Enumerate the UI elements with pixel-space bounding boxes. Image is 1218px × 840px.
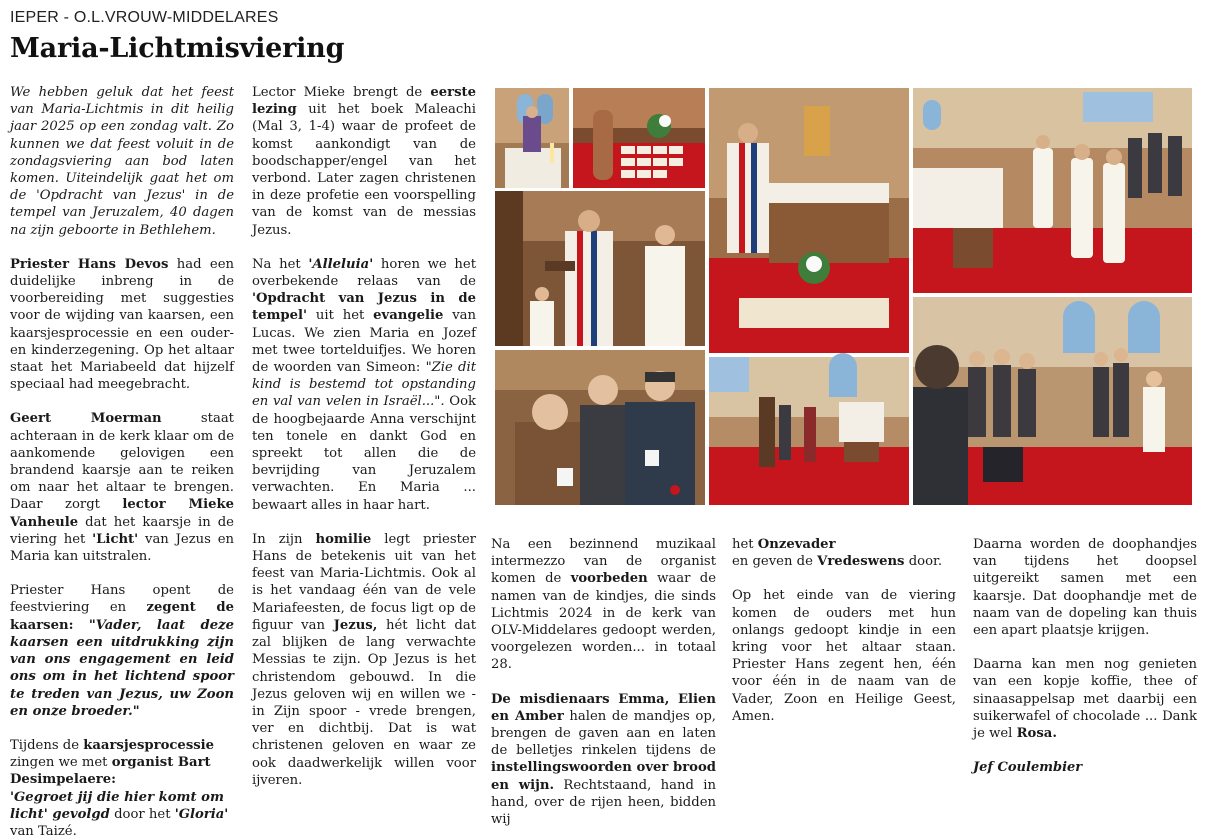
paragraph bbox=[973, 656, 1197, 742]
paragraph-text: Priester Hans opent de feestviering en bbox=[10, 583, 234, 616]
paragraph-text: van Jezus en Maria kan uitstralen. bbox=[10, 531, 234, 565]
emphasis: 'Licht' bbox=[92, 531, 139, 547]
quote: 'Gegroet jij die hier komt om licht' gevolgd bbox=[10, 789, 224, 822]
name-highlight: lector Mieke Vanheule bbox=[10, 497, 235, 530]
paragraph: Daarna worden de doophandjes van tijdens het doopsel uitgereikt samen met een kaarsje. Dat doophandje met de naam van de dopeling kan thuis een apart plaatsje krijgen. bbox=[973, 537, 1197, 639]
emphasis: zegent de kaarsen: bbox=[10, 600, 235, 633]
paragraph-text: van Lucas. We zien Maria en Jozef met twee tortelduifjes. We horen de woorden van Simeon: bbox=[252, 308, 476, 376]
paragraph-text: staat achteraan in de kerk klaar om de aankomende gelovigen een brandend kaarsje aan te reiken om naar het altaar te brengen. Daar zorgt bbox=[10, 411, 234, 513]
paragraph-text: het bbox=[732, 537, 758, 552]
name-highlight: De misdienaars Emma, Elien en Amber bbox=[491, 691, 716, 724]
quote: "Zie dit kind is bestemd tot opstanding en val van velen in Israël...". bbox=[252, 360, 477, 410]
article-column-5 bbox=[973, 536, 1197, 776]
paragraph bbox=[252, 84, 476, 239]
paragraph-text: uit het boek Maleachi (Mal 3, 1-4) waar de profeet de komst aankondigt van de boodschapper/engel van het verbond. Later zagen christenen in deze profetie een voorspelling van de komst van de messias Jezus. bbox=[252, 102, 476, 238]
paragraph-text: uit het bbox=[307, 308, 374, 324]
article-column-2 bbox=[252, 84, 476, 789]
photo-priest-at-altar bbox=[709, 88, 909, 353]
emphasis: instellingswoorden over brood en wijn. bbox=[491, 760, 716, 793]
paragraph-text: had een duidelijke inbreng in de voorbereiding met suggesties voor de wijding van kaarsen, een kaarsjesprocessie en een ouder- en kinderzegening. Op het altaar staat het Mariabeeld dat hijzelf speciaal had meegebracht. bbox=[10, 256, 234, 393]
name-highlight: Geert Moerman bbox=[10, 411, 162, 427]
emphasis: voorbeden bbox=[570, 571, 648, 587]
paragraph-text: Na een bezinnend muzikaal intermezzo van de organist komen de bbox=[491, 537, 716, 587]
author-signature: Jef Coulembier bbox=[973, 760, 1083, 776]
photo-parishioners-with-coffee bbox=[495, 350, 705, 505]
paragraph-text: door het bbox=[109, 806, 175, 822]
photo-candle-blessing bbox=[495, 88, 569, 188]
emphasis: evangelie bbox=[373, 308, 444, 324]
article-column-3 bbox=[491, 536, 716, 828]
name-highlight: organist Bart Desimpelaere: bbox=[10, 755, 211, 788]
paragraph bbox=[491, 691, 716, 829]
article-title: Maria-Lichtmisviering bbox=[10, 33, 345, 64]
paragraph-text: Rechtstaand, hand in hand, over de rijen heen, bidden wij bbox=[491, 777, 716, 828]
photo-altar-mary-statue bbox=[573, 88, 705, 188]
paragraph-text: zingen we met bbox=[10, 755, 112, 771]
paragraph bbox=[491, 536, 716, 674]
paragraph bbox=[10, 410, 234, 565]
emphasis: homilie bbox=[315, 531, 372, 547]
name-highlight: Priester Hans Devos bbox=[10, 256, 169, 272]
name-highlight: Rosa. bbox=[1016, 726, 1057, 742]
paragraph-text: Lector Mieke brengt de bbox=[252, 85, 431, 100]
paragraph bbox=[10, 256, 234, 394]
paragraph-text: Daarna kan men nog genieten van een kopje koffie, thee of sinaasappelsap met daarbij een suikerwafel of chocolade ... Dank je wel bbox=[973, 657, 1197, 742]
quote: 'Gloria' bbox=[174, 806, 229, 822]
paragraph-text: horen we het overbekende relaas van de bbox=[252, 256, 476, 290]
paragraph bbox=[10, 582, 234, 720]
paragraph-text: Na het bbox=[252, 256, 309, 272]
paragraph-text: In zijn bbox=[252, 531, 316, 547]
paragraph-text: legt priester Hans de betekenis uit van het feest van Maria-Lichtmis. Ook al is het vandaag één van de vele Mariafeesten, de focus ligt op de figuur van bbox=[252, 531, 476, 633]
photo-altar-servers bbox=[913, 88, 1192, 293]
paragraph-text: Tijdens de bbox=[10, 737, 84, 753]
paragraph-text: dat het kaarsje in de viering het bbox=[10, 514, 234, 547]
emphasis: Onzevader bbox=[757, 537, 836, 552]
paragraph bbox=[732, 536, 956, 570]
paragraph bbox=[252, 531, 476, 789]
intro-paragraph: We hebben geluk dat het feest van Maria-Lichtmis in dit heilig jaar 2025 op een zondag valt. Zo kunnen we dat feest voluit in de zondagsviering aan bod laten komen. Uiteindelijk gaat het om de 'Opdracht van Jezus' in de tempel van Jeruzalem, 40 dagen na zijn geboorte in Bethlehem. bbox=[10, 85, 234, 238]
paragraph bbox=[10, 737, 234, 840]
paragraph-text: van Taizé. bbox=[10, 823, 77, 839]
paragraph-text: door. bbox=[904, 554, 943, 570]
paragraph-text: en geven de bbox=[732, 554, 818, 570]
photo-priest-and-server-at-lectern bbox=[495, 191, 705, 346]
paragraph-text: waar de namen van de kindjes, die sinds Lichtmis 2024 in de kerk van OLV-Middelares gedoopt werden, voorgelezen worden... in totaal 28. bbox=[491, 571, 716, 673]
emphasis: 'Opdracht van Jezus in de tempel' bbox=[252, 291, 476, 324]
emphasis: eerste lezing bbox=[252, 85, 476, 118]
paragraph bbox=[252, 256, 476, 514]
paragraph: Op het einde van de viering komen de ouders met hun onlangs gedoopt kindje in een kring voor het altaar staan. Priester Hans zegent hen, één voor één in de naam van de Vader, Zoon en Heilige Geest, Amen. bbox=[732, 588, 956, 724]
section-kicker: IEPER - O.L.VROUW-MIDDELARES bbox=[10, 9, 279, 26]
article-column-1 bbox=[10, 84, 234, 840]
emphasis: Vredeswens bbox=[817, 554, 905, 570]
emphasis: kaarsjesprocessie bbox=[83, 737, 215, 753]
article-column-4 bbox=[732, 536, 956, 725]
quote: "Vader, laat deze kaarsen een uitdrukking zijn van ons engagement en leid ons om in het lichtend spoor te treden van Jezus, uw Zoon en onze broeder." bbox=[10, 617, 234, 719]
paragraph-text: Ook de hoogbejaarde Anna verschijnt ten tonele en dankt God en spreekt tot allen die de bevrijding van Jeruzalem verwachten. En Maria ... bewaart alles in haar hart. bbox=[252, 394, 476, 513]
photo-church-interior-choir bbox=[709, 357, 909, 505]
paragraph-text: halen de mandjes op, brengen de gaven aan en laten de belletjes rinkelen tijdens de bbox=[491, 708, 716, 759]
photo-parents-blessing-circle bbox=[913, 297, 1192, 505]
emphasis: Jezus, bbox=[333, 617, 378, 633]
quote: 'Alleluia' bbox=[308, 256, 374, 272]
paragraph-text: hét licht dat zal blijken de lang verwachte Messias te zijn. Op Jezus is het christendom gebouwd. In die Jezus geloven wij en willen we - in Zijn spoor - vrede brengen, ver en dichtbij. Dat is wat christenen geloven en waar ze ook daadwerkelijk willen voor ijveren. bbox=[252, 617, 477, 788]
